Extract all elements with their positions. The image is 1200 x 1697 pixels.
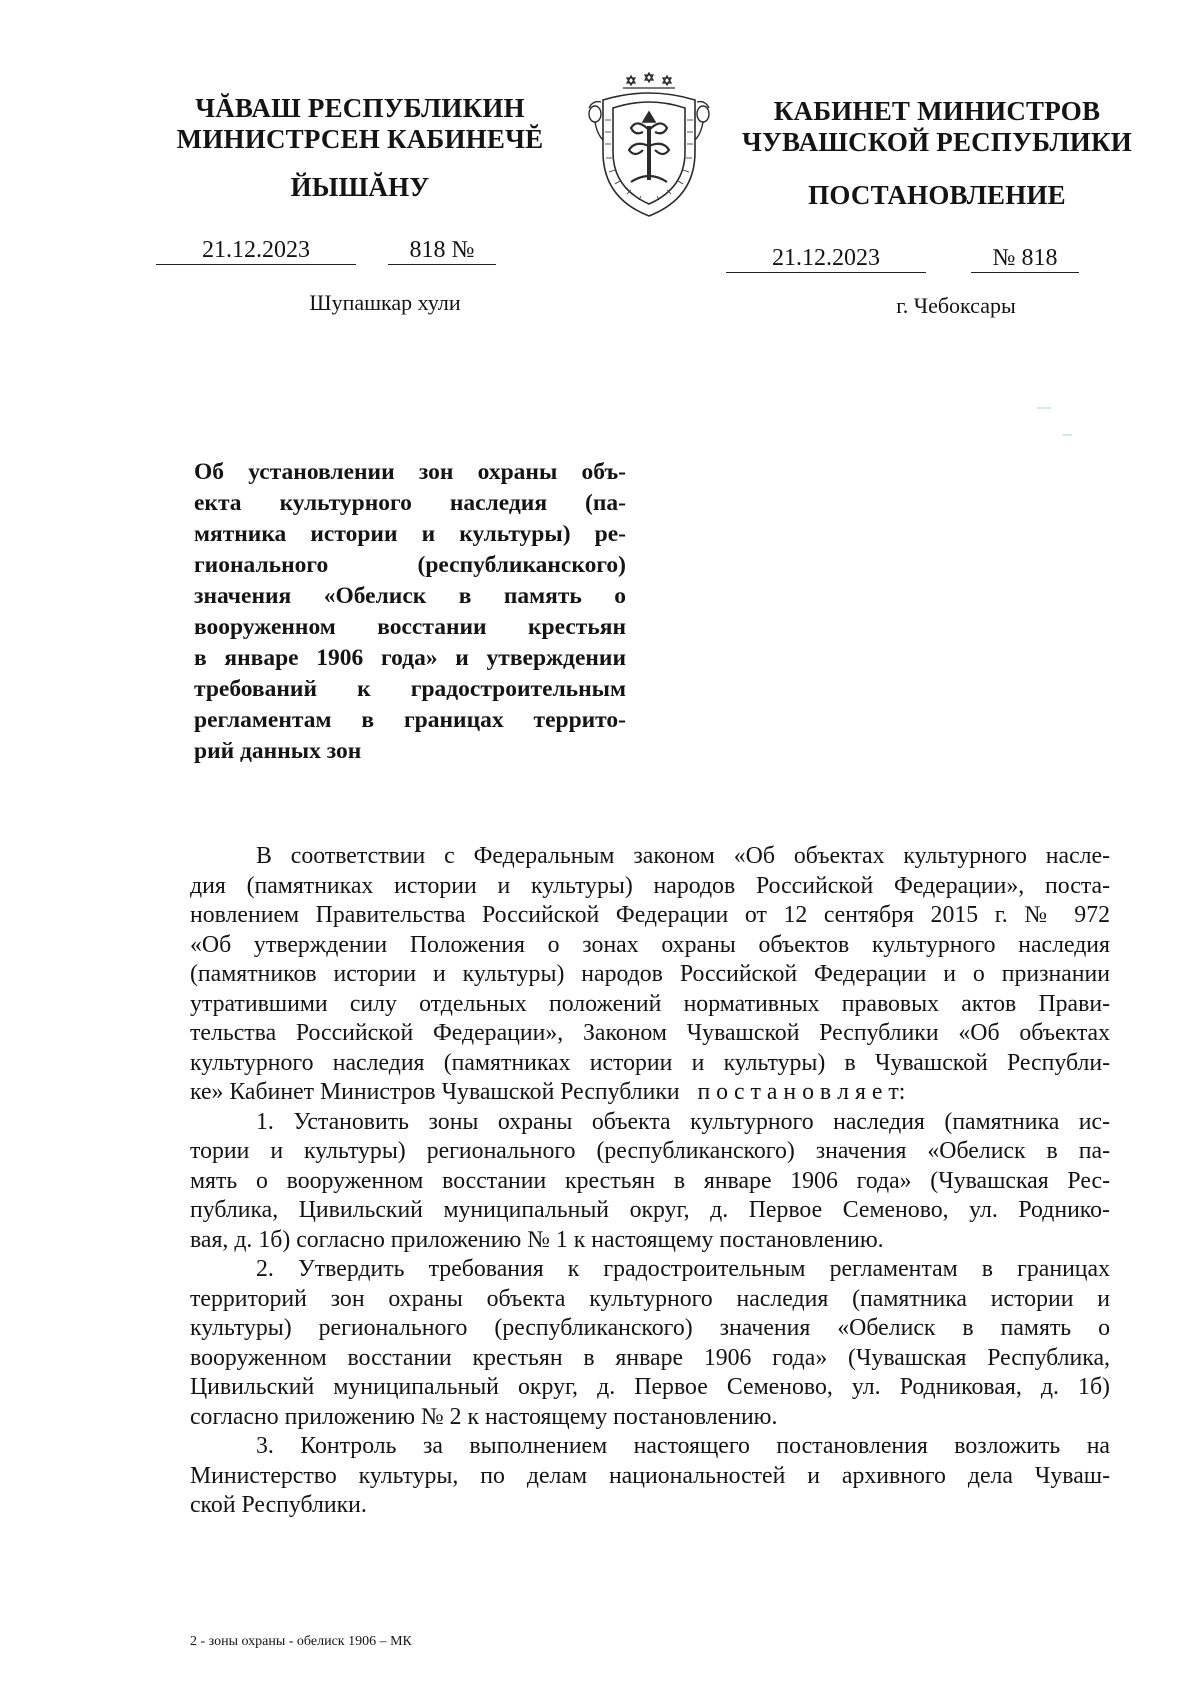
body-line: культуры) регионального (республиканского) значения «Обелиск в память о [190,1315,1110,1341]
title-line: вооруженном восстании крестьян [194,614,626,640]
body-line: утратившими силу отдельных положений нормативных правовых актов Прави- [190,990,1110,1017]
header-left-line2: МИНИСТРСЕН КАБИНЕЧĔ [176,124,544,154]
body-line: согласно приложению № 2 к настоящему постановлению. [190,1403,778,1430]
scan-artifact [1037,407,1051,409]
body-line: дия (памятниках истории и культуры) народов Российской Федерации», поста- [190,872,1110,899]
body-line [190,1078,1110,1108]
body-line: (памятников истории и культуры) народов Российской Федерации и о признании [190,961,1110,987]
title-line: рий данных зон [194,738,362,764]
header-right-line2: ЧУВАШСКОЙ РЕСПУБЛИКИ [742,127,1132,157]
body-text: ке» Кабинет Министров Чувашской Республики [190,1079,680,1105]
header-left-chuvash [175,93,545,155]
header-right-line1: КАБИНЕТ МИНИСТРОВ [773,96,1101,126]
body-line: «Об утверждении Положения о зонах охраны объектов культурного наследия [190,931,1110,958]
body-line: публика, Цивильский муниципальный округ, д. Первое Семеново, ул. Роднико- [190,1197,1110,1223]
body-line: культурного наследия (памятниках истории и культуры) в Чувашской Республи- [190,1049,1110,1076]
document-body [190,842,1110,1521]
number-right: № 818 [971,244,1079,273]
place-left: Шупашкар хули [309,290,461,315]
body-line: новлением Правительства Российской Федерации от 12 сентября 2015 г. № 972 [190,902,1110,928]
body-line: тельства Российской Федерации», Законом Чувашской Республики «Об объектах [190,1020,1110,1046]
body-line: ской Республики. [190,1492,367,1518]
header-right-russian [733,96,1141,158]
header-left-line1: ЧĂВАШ РЕСПУБЛИКИН [195,93,525,123]
title-line: регламентам в границах террито- [194,707,626,733]
date-left: 21.12.2023 [156,236,356,265]
footer-file-reference: 2 - зоны охраны - обелиск 1906 – МК [190,1634,412,1649]
title-line: екта культурного наследия (па- [194,490,626,516]
date-right: 21.12.2023 [726,244,926,273]
emblem-crown [623,73,675,88]
title-line: Об установлении зон охраны объ- [194,459,626,485]
chuvash-coat-of-arms-icon [579,70,719,222]
title-line: гионального (республиканского) [194,552,626,578]
body-line: В соответствии с Федеральным законом «Об объектах культурного насле- [256,843,1110,869]
paragraph-preamble [190,842,1110,1108]
document-title [194,457,626,767]
body-line: вая, д. 1б) согласно приложению № 1 к настоящему постановлению. [190,1226,884,1253]
decree-verb: п о с т а н о в л я е т: [697,1079,906,1105]
body-line: вооруженном восстании крестьян в январе 1906 года» (Чувашская Республика, [190,1344,1110,1371]
body-line: Цивильский муниципальный округ, д. Первое Семеново, ул. Родниковая, д. 1б) [190,1374,1110,1400]
title-line: мятника истории и культуры) ре- [194,521,626,547]
body-line: мять о вооруженном восстании крестьян в январе 1906 года» (Чувашская Рес- [190,1167,1110,1194]
doc-type-left: ЙЫШĂНУ [290,172,430,202]
body-line: 2. Утвердить требования к градостроительным регламентам в границах [256,1256,1110,1282]
scan-artifact [1062,434,1072,436]
title-line: в январе 1906 года» и утверждении [194,645,626,671]
place-right: г. Чебоксары [896,293,1016,318]
paragraph-item-1 [190,1108,1110,1256]
paragraph-item-2 [190,1255,1110,1432]
body-line: тории и культуры) регионального (республиканского) значения «Обелиск в па- [190,1138,1110,1164]
body-line: 1. Установить зоны охраны объекта культурного наследия (памятника ис- [256,1108,1110,1135]
body-line: 3. Контроль за выполнением настоящего постановления возложить на [256,1433,1110,1459]
paragraph-item-3 [190,1432,1110,1521]
doc-type-right: ПОСТАНОВЛЕНИЕ [808,180,1066,210]
title-line: требований к градостроительным [194,676,626,702]
coat-of-arms-svg [579,70,719,222]
body-line: территорий зон охраны объекта культурного наследия (памятника истории и [190,1285,1110,1312]
body-line: Министерство культуры, по делам национальностей и архивного дела Чуваш- [190,1462,1110,1489]
title-line: значения «Обелиск в память о [194,583,626,609]
number-left: 818 № [388,236,496,265]
emblem-tree [629,112,669,182]
